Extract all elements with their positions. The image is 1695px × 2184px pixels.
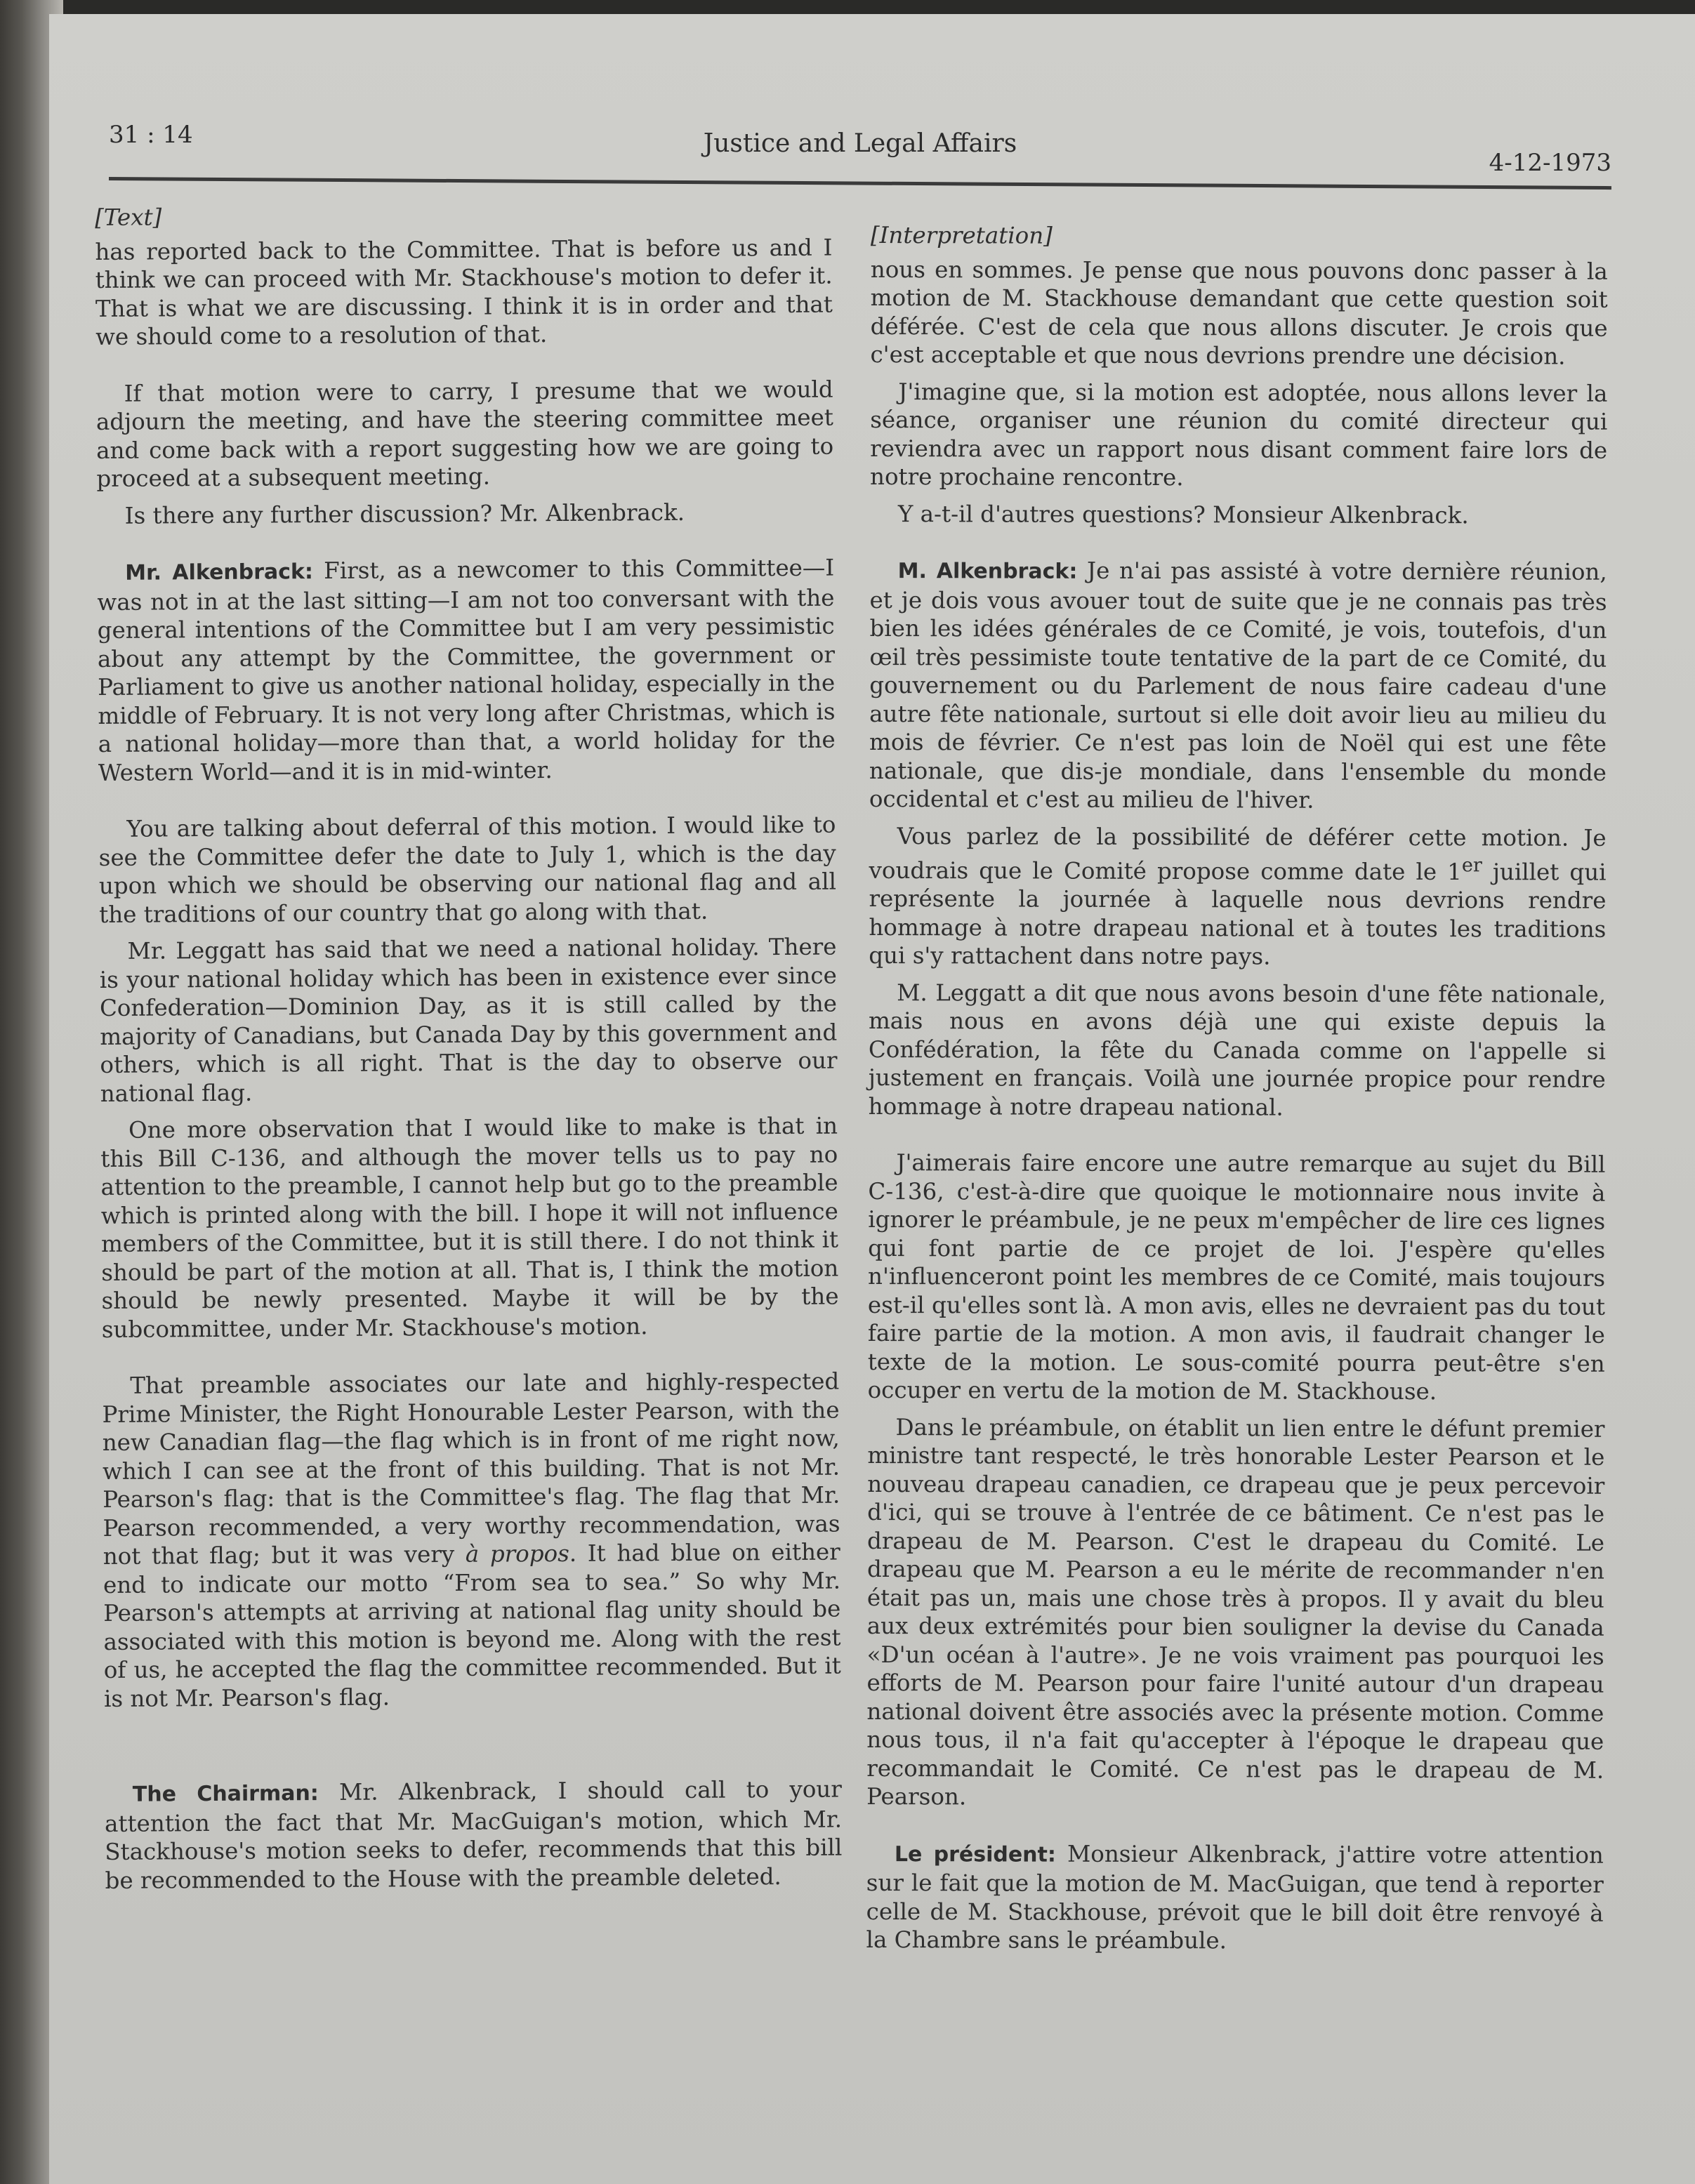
speaker-name: Le président: — [894, 1841, 1056, 1867]
speech-text: . It had blue on either end to indicate our motto “From sea to sea.” So why Mr. Pearson's attempts at arriving at national flag unity should be associated with this motion is beyond me. Along with the rest of us, he accepted the flag the committee recommended. But it is not Mr. Pearson's flag. — [103, 1538, 841, 1712]
french-column — [866, 221, 1608, 1965]
speaker-name: Mr. Alkenbrack: — [125, 560, 314, 585]
italic-phrase: à propos — [465, 1540, 569, 1568]
speaker-name: M. Alkenbrack: — [897, 559, 1078, 584]
paragraph — [105, 1775, 843, 1895]
paragraph: You are talking about deferral of this motion. I would like to see the Committee defer the date to July 1, which is the day upon which we should be observing our national flag and all the traditions of our country that go along with that. — [98, 811, 837, 928]
paragraph — [866, 1839, 1604, 1957]
paragraph: M. Leggatt a dit que nous avons besoin d'une fête nationale, mais nous en avons déjà une qui existe depuis la Confédération, la fête du Canada comme on l'appelle si justement en français. Voilà une journée propice pour rendre hommage à notre drapeau national. — [868, 979, 1607, 1121]
speech-text: First, as a newcomer to this Committee—I was not in at the last sitting—I am not too conversant with the general intentions of the Committee but I am very pessimistic about any attempt by the Committee, the government or Parliament to give us another national holiday, especially in the middle of February. It is not very long after Christmas, which is a national holiday—more than that, a world holiday for the Western World—and it is in mid-winter. — [97, 554, 836, 786]
section-label-interpretation: [Interpretation] — [870, 222, 1053, 249]
speech-text: juillet qui représente la journée à laquelle nous devrions rendre hommage à notre drapeau national et à toutes les traditions qui s'y rattachent dans notre pays. — [869, 859, 1607, 970]
page-number: 31 : 14 — [109, 121, 193, 149]
superscript: er — [1461, 854, 1482, 877]
paragraph: One more observation that I would like to make is that in this Bill C-136, and although the mover tells us to pay no attention to the preamble, I cannot help but go to the preamble which is printed along with the bill. I hope it will not influence members of the Committee, but it is still there. I do not think it should be part of the motion at all. That is, I think the motion should be newly presented. Maybe it will be by the subcommittee, under Mr. Stackhouse's motion. — [100, 1112, 839, 1343]
speech-text: Je n'ai pas assisté à votre dernière réunion, et je dois vous avouer tout de suite que je ne connais pas très bien les idées générales de ce Comité, je vois, toutefois, d'un œil très pessimiste toute tentative de la part de ce Comité, du gouvernement ou du Parlement de nous faire cadeau d'une autre fête nationale, surtout si elle doit avoir lieu au milieu du mois de février. Ce n'est pas loin de Noël qui est une fête nationale, que dis-je mondiale, dans l'ensemble du monde occidental et c'est au milieu de l'hiver. — [869, 557, 1607, 814]
paragraph — [102, 1368, 841, 1713]
paragraph — [869, 556, 1607, 815]
paragraph — [97, 554, 836, 787]
paragraph: has reported back to the Committee. That is before us and I think we can proceed with Mr. Stackhouse's motion to defer it. That is what we are discussing. I think it is in order and that we should come to a resolution of that. — [95, 234, 833, 350]
paragraph: Y a-t-il d'autres questions? Monsieur Alkenbrack. — [897, 500, 1469, 529]
header-date: 4-12-1973 — [1489, 149, 1611, 177]
paragraph: J'imagine que, si la motion est adoptée, nous allons lever la séance, organiser une réunion du comité directeur qui reviendra avec un rapport nous disant comment faire lors de notre prochaine rencontre. — [869, 378, 1608, 491]
speech-text: Monsieur Alkenbrack, j'attire votre attention sur le fait que la motion de M. MacGuigan, que tend à reporter celle de M. Stackhouse, prévoit que le bill doit être renvoyé à la Chambre sans le préambule. — [866, 1840, 1604, 1954]
paragraph — [869, 821, 1607, 972]
speech-text: Vous parlez de la possibilité de déférer cette motion. Je voudrais que le Comité propose comme date le 1 — [869, 822, 1607, 886]
page-header — [109, 112, 1611, 183]
paragraph: If that motion were to carry, I presume that we would adjourn the meeting, and have the steering committee meet and come back with a report suggesting how we are going to proceed at a subsequent meeting. — [95, 376, 834, 492]
english-column — [95, 199, 843, 1903]
paragraph: Is there any further discussion? Mr. Alkenbrack. — [124, 498, 685, 529]
section-label-text: [Text] — [95, 204, 162, 231]
paragraph: Mr. Leggatt has said that we need a national holiday. There is your national holiday which has been in existence ever since Confederation—Dominion Day, as it is still called by the majority of Canadians, but Canada Day by this government and others, which is all right. That is the day to observe our national flag. — [99, 933, 838, 1107]
speaker-name: The Chairman: — [132, 1781, 319, 1807]
paragraph: J'aimerais faire encore une autre remarque au sujet du Bill C-136, c'est-à-dire que quoique le motionnaire nous invite à ignorer le préambule, je ne peux m'empêcher de lire ces lignes qui font partie de ce projet de loi. J'espère qu'elles n'influenceront point les membres de ce Comité, mais toujours est-il qu'elles sont là. A mon avis, elles ne devraient pas du tout faire partie de la motion. A mon avis, il faudrait changer le texte de la motion. Le sous-comité pourra peut-être s'en occuper en vertu de la motion de M. Stackhouse. — [867, 1149, 1606, 1405]
speech-text: Mr. Alkenbrack, I should call to your attention the fact that Mr. MacGuigan's motion, which Mr. Stackhouse's motion seeks to defer, recommends that this bill be recommended to the House with the preamble deleted. — [104, 1775, 843, 1894]
paragraph: Dans le préambule, on établit un lien entre le défunt premier ministre tant respecté, le très honorable Lester Pearson et le nouveau drapeau canadien, ce drapeau que je peux percevoir d'ici, qui se trouve à l'entrée de ce bâtiment. Ce n'est pas le drapeau de M. Pearson. C'est le drapeau du Comité. Le drapeau que M. Pearson a eu le mérite de recommander n'en était pas un, mais une chose très à propos. Il y avait du bleu aux deux extrémités pour bien souligner la devise du Canada «D'un océan à l'autre». Je ne vois vraiment pas pourquoi les efforts de M. Pearson pour faire l'unité autour d'un drapeau national doivent être associés avec la présente motion. Comme nous tous, il n'a fait qu'accepter à l'époque le drapeau que recommandait le Comité. Ce n'est pas le drapeau de M. Pearson. — [866, 1413, 1605, 1811]
speech-text: That preamble associates our late and highly-respected Prime Minister, the Right Honourable Lester Pearson, with the new Canadian flag—the flag which is in front of me right now, which I can see at the front of this building. That is not Mr. Pearson's flag: that is the Committee's flag. The flag that Mr. Pearson recommended, a very worthy recommendation, was not that flag; but it was very — [102, 1368, 840, 1570]
running-title: Justice and Legal Affairs — [703, 129, 1017, 158]
paragraph: nous en sommes. Je pense que nous pouvons donc passer à la motion de M. Stackhouse demandant que cette question soit déférée. C'est de cela que nous allons discuter. Je crois que c'est acceptable et que nous devrions prendre une décision. — [870, 256, 1608, 370]
